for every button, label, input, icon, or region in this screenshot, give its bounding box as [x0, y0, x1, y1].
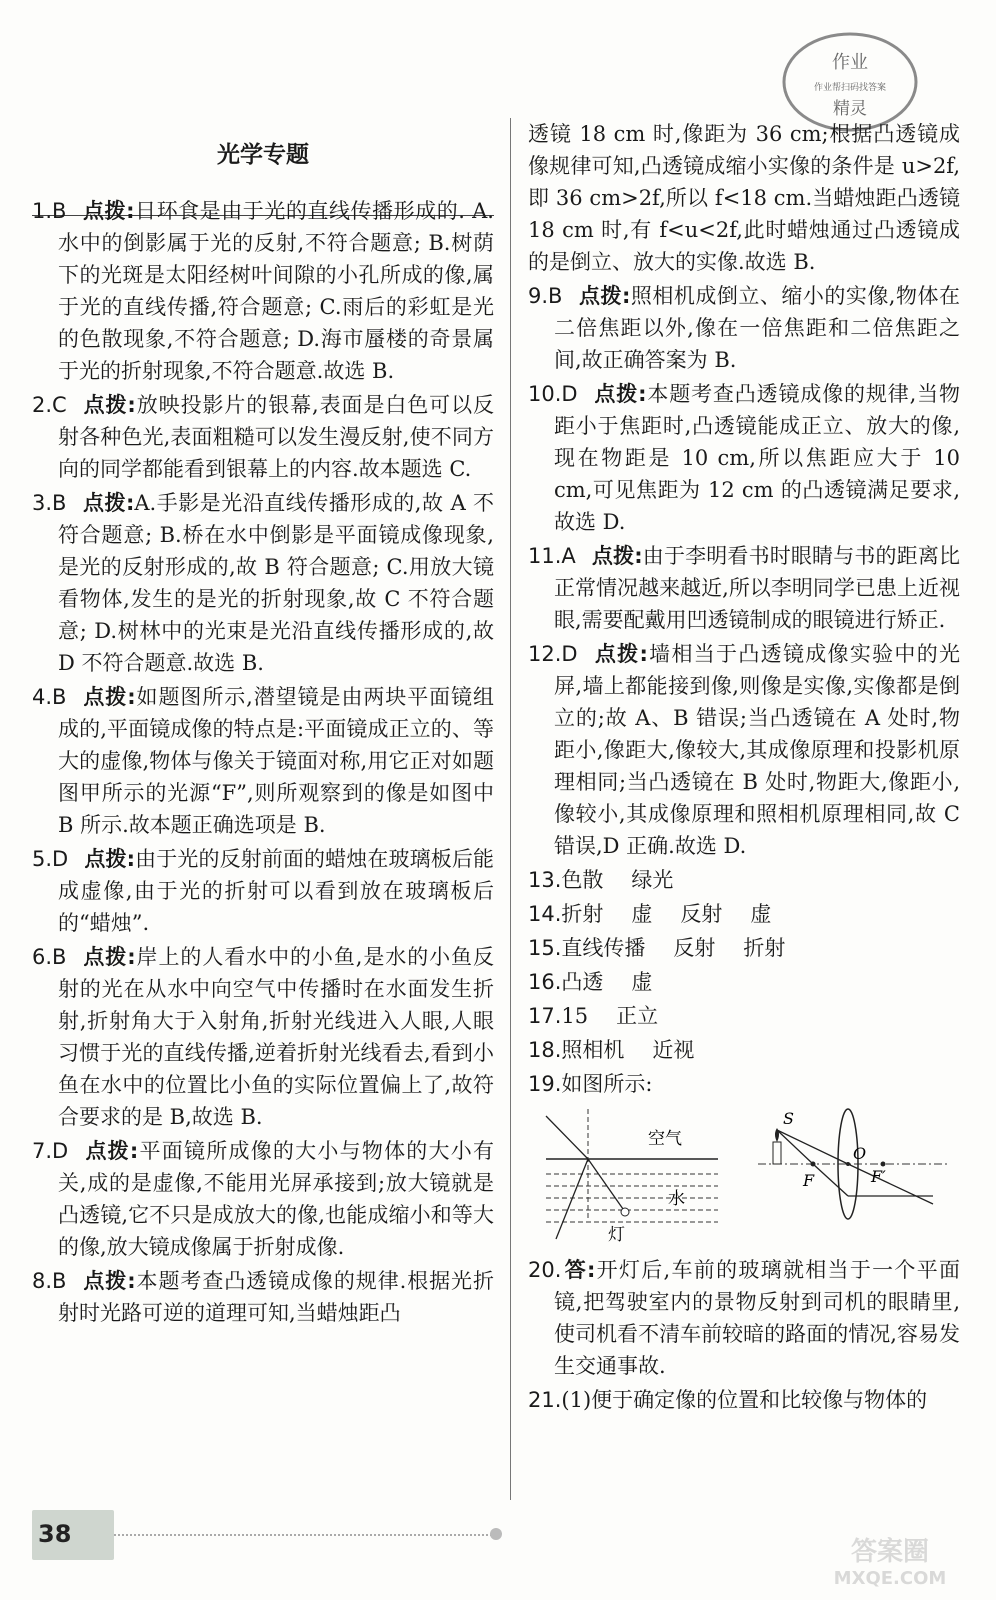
q19-figures	[528, 1104, 960, 1254]
question-number: 16.	[528, 970, 562, 994]
question-number: 1.B	[32, 199, 67, 223]
column-divider	[510, 118, 511, 1500]
right-answer-item	[528, 638, 960, 862]
answer-text: 如题图所示,潜望镜是由两块平面镜组成的,平面镜成像的特点是:平面镜成正立的、等大的虚像,物体与像关于镜面对称,用它正对如题图甲所示的光源“F”,则所观察到的像是如图中 B 所示.故本题正确选项是 B.	[58, 685, 494, 837]
short-answer-value: 折射	[743, 936, 786, 960]
hint-label: 点拨:	[82, 393, 136, 417]
page-title: 光学专题	[217, 142, 309, 168]
question-number: 11.A	[528, 544, 576, 568]
q19-number: 19.	[528, 1072, 562, 1096]
hint-label: 点拨:	[82, 945, 136, 969]
page-number-box	[32, 1510, 114, 1560]
answer-text: 照相机成倒立、缩小的实像,物体在二倍焦距以外,像在一倍焦距和二倍焦距之间,故正确答案为 B.	[554, 284, 960, 372]
right-answer-item	[528, 280, 960, 376]
left-answer-list	[32, 195, 494, 1329]
left-answer-item	[32, 389, 494, 485]
stamp-line1: 作业	[832, 52, 868, 73]
question-number: 9.B	[528, 284, 563, 308]
label-f-prime: F′	[871, 1167, 886, 1186]
question-number: 15.	[528, 936, 562, 960]
right-answer-list	[528, 280, 960, 862]
left-answer-item	[32, 487, 494, 679]
question-number: 17.	[528, 1004, 562, 1028]
question-number: 3.B	[32, 491, 67, 515]
short-answer-item	[528, 898, 960, 930]
short-answer-value: 凸透	[561, 970, 604, 994]
right-answer-item	[528, 378, 960, 538]
short-answer-list	[528, 864, 960, 1066]
answer-text: 放映投影片的银幕,表面是白色可以反射各种色光,表面粗糙可以发生漫反射,使不同方向的同学都能看到银幕上的内容.故本题选 C.	[58, 393, 494, 481]
right-column	[528, 118, 960, 1418]
short-answer-item	[528, 932, 960, 964]
answer-text: 平面镜所成像的大小与物体的大小有关,成的是虚像,不能用光屏承接到;放大镜就是凸透镜,它不只是成放大的像,也能成缩小和等大的像,放大镜成像属于折射成像.	[58, 1139, 494, 1259]
question-number: 7.D	[32, 1139, 69, 1163]
q20-number: 20.	[528, 1258, 562, 1282]
short-answer-value: 绿光	[631, 868, 674, 892]
answer-text: 本题考查凸透镜成像的规律.根据光折射时光路可逆的道理可知,当蜡烛距凸	[58, 1269, 494, 1325]
answer-text: 本题考查凸透镜成像的规律,当物距小于焦距时,凸透镜能成正立、放大的像,现在物距是 10 cm,所以焦距应大于 10 cm,可见焦距为 12 cm 的凸透镜满足要求,故选 D.	[554, 382, 960, 534]
q21	[528, 1384, 960, 1416]
hint-label: 点拨:	[82, 491, 135, 515]
lamp-label: 灯	[608, 1225, 625, 1244]
hint-label: 点拨:	[82, 685, 136, 709]
q19	[528, 1068, 960, 1100]
question-number: 10.D	[528, 382, 578, 406]
short-answer-value: 近视	[652, 1038, 695, 1062]
question-number: 6.B	[32, 945, 67, 969]
hint-label: 点拨:	[82, 199, 135, 223]
q19-text: 如图所示:	[561, 1072, 653, 1096]
question-number: 5.D	[32, 847, 69, 871]
answer-text: 由于光的反射前面的蜡烛在玻璃板后能成虚像,由于光的折射可以看到放在玻璃板后的“蜡烛”.	[58, 847, 495, 935]
short-answer-value: 虚	[631, 970, 653, 994]
short-answer-value: 照相机	[561, 1038, 625, 1062]
short-answer-value: 正立	[616, 1004, 659, 1028]
q8-continuation: 透镜 18 cm 时,像距为 36 cm;根据凸透镜成像规律可知,凸透镜成缩小实像的条件是 u>2f,即 36 cm>2f,所以 f<18 cm.当蜡烛距凸透镜 18 cm 时,有 f<u<2f,此时蜡烛通过凸透镜成的是倒立、放大的实像.故选 B.	[528, 122, 960, 274]
short-answer-value: 折射	[561, 902, 604, 926]
watermark-logo	[800, 1530, 980, 1590]
short-answer-value: 15	[561, 1004, 589, 1028]
label-f: F	[803, 1171, 815, 1190]
label-s: S	[783, 1109, 794, 1128]
hint-label: 点拨:	[591, 544, 643, 568]
q20-label: 答:	[563, 1258, 596, 1282]
hint-label: 点拨:	[82, 1269, 136, 1293]
question-number: 4.B	[32, 685, 67, 709]
short-answer-value: 反射	[673, 936, 716, 960]
hint-label: 点拨:	[578, 284, 631, 308]
footer-dot	[490, 1528, 502, 1540]
answer-text: A.手影是光沿直线传播形成的,故 A 不符合题意; B.桥在水中倒影是平面镜成像现象,是光的反射形成的,故 B 符合题意; C.用放大镜看物体,发生的是光的折射现象,故 C 不符合题意; D.树林中的光束是光沿直线传播形成的,故 D 不符合题意.故选 B.	[58, 491, 494, 675]
page-number: 38	[38, 1520, 72, 1548]
air-label: 空气	[648, 1129, 682, 1149]
left-answer-item	[32, 195, 494, 387]
left-answer-item	[32, 941, 494, 1133]
short-answer-item	[528, 1000, 960, 1032]
short-answer-value: 色散	[561, 868, 604, 892]
answer-text: 墙相当于凸透镜成像实验中的光屏,墙上都能接到像,则像是实像,实像都是倒立的;故 A、B 错误;当凸透镜在 A 处时,物距小,像距大,像较大,其成像原理和投影机原理相同;当凸透镜在 B 处时,物距大,像距小,像较小,其成像原理和照相机原理相同,故 C 错误,D 正确.故选 D.	[554, 642, 961, 858]
question-number: 18.	[528, 1038, 562, 1062]
watermark-domain: MXQE.COM	[833, 1568, 947, 1589]
answer-text: 日环食是由于光的直线传播形成的. A.水中的倒影属于光的反射,不符合题意; B.树荫下的光斑是太阳经树叶间隙的小孔所成的像,属于光的直线传播,符合题意; C.雨后的彩虹是光的色散现象,不符合题意; D.海市蜃楼的奇景属于光的折射现象,不符合题意.故选 B.	[58, 199, 494, 383]
q21-number: 21.	[528, 1388, 562, 1412]
hint-label: 点拨:	[593, 642, 648, 666]
answer-text: 由于李明看书时眼睛与书的距离比正常情况越来越近,所以李明同学已患上近视眼,需要配戴用凹透镜制成的眼镜进行矫正.	[554, 544, 960, 632]
watermark-text: 答案圈	[850, 1537, 930, 1567]
short-answer-item	[528, 1034, 960, 1066]
water-label: 水	[668, 1189, 685, 1209]
left-answer-item	[32, 681, 494, 841]
hint-label: 点拨:	[84, 1139, 139, 1163]
hint-label: 点拨:	[593, 382, 647, 406]
question-number: 12.D	[528, 642, 578, 666]
short-answer-value: 虚	[631, 902, 653, 926]
left-answer-item	[32, 1135, 494, 1263]
left-column	[32, 135, 494, 1331]
answer-text: 岸上的人看水中的小鱼,是水的小鱼反射的光在从水中向空气中传播时在水面发生折射,折射角大于入射角,折射光线进入人眼,人眼习惯于光的直线传播,逆着折射光线看去,看到小鱼在水中的位置比小鱼的实际位置偏上了,故符合要求的是 B,故选 B.	[58, 945, 494, 1129]
q20	[528, 1254, 960, 1382]
q20-text: 开灯后,车前的玻璃就相当于一个平面镜,把驾驶室内的景物反射到司机的眼睛里,使司机看不清车前较暗的路面的情况,容易发生交通事故.	[554, 1258, 960, 1378]
question-number: 8.B	[32, 1269, 67, 1293]
short-answer-item	[528, 864, 960, 896]
left-answer-item	[32, 1265, 494, 1329]
stamp-line3: 精灵	[833, 99, 867, 119]
right-answer-item	[528, 540, 960, 636]
question-number: 14.	[528, 902, 562, 926]
short-answer-value: 直线传播	[561, 936, 646, 960]
question-number: 2.C	[32, 393, 67, 417]
lens-diagram	[753, 1104, 953, 1244]
hint-label: 点拨:	[84, 847, 135, 871]
short-answer-item	[528, 966, 960, 998]
short-answer-value: 虚	[750, 902, 772, 926]
question-number: 13.	[528, 868, 562, 892]
footer-line	[114, 1534, 492, 1536]
stamp-line2: 作业帮扫码找答案	[813, 83, 887, 93]
refraction-diagram	[538, 1104, 728, 1244]
q21-text: (1)便于确定像的位置和比较像与物体的	[561, 1388, 928, 1412]
short-answer-value: 反射	[680, 902, 723, 926]
left-answer-item	[32, 843, 494, 939]
label-o: O	[853, 1144, 867, 1163]
